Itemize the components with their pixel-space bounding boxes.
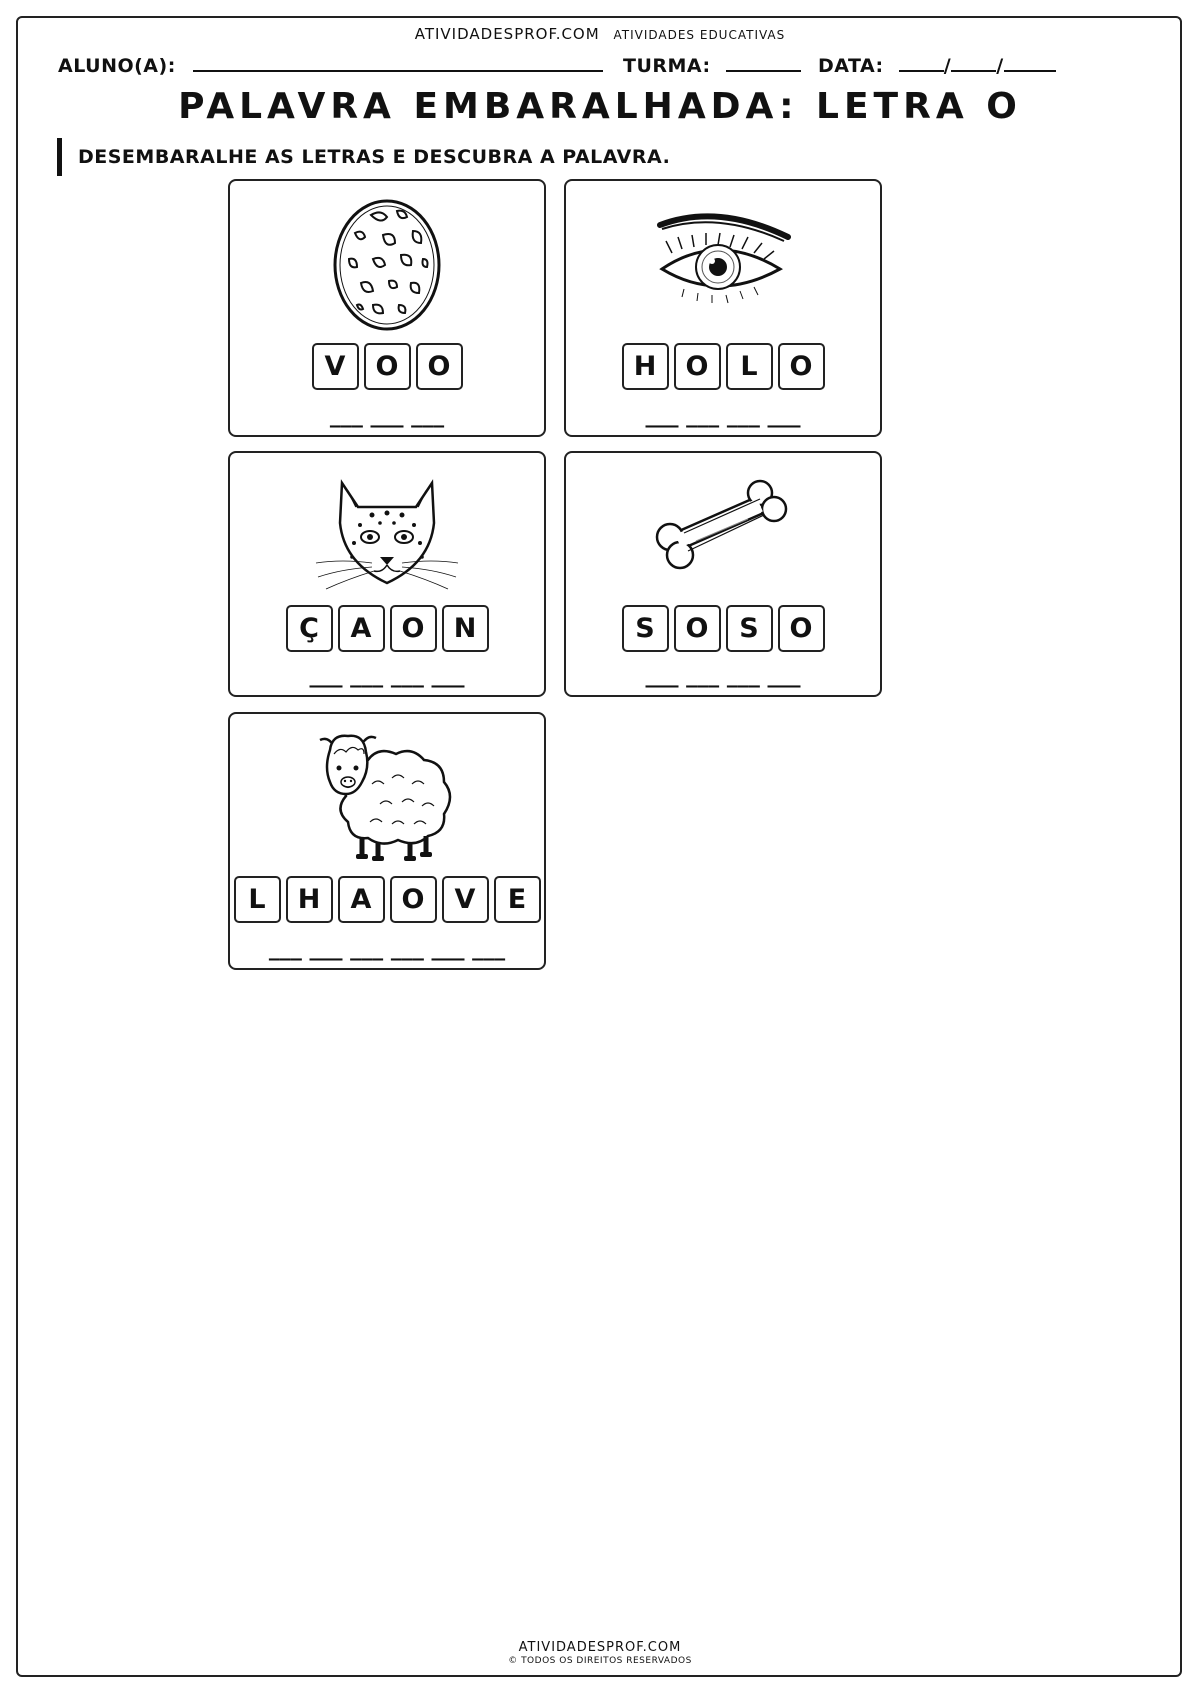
letter-tile: S <box>622 605 669 652</box>
site-tagline: ATIVIDADES EDUCATIVAS <box>613 28 786 42</box>
letter-tile: L <box>726 343 773 390</box>
letter-tiles <box>230 605 544 652</box>
letter-tiles <box>230 343 544 390</box>
footer-site: ATIVIDADESPROF.COM <box>518 1640 682 1655</box>
sheep-icon <box>312 724 462 869</box>
answer-blanks[interactable]: ___ ___ ___ ___ <box>645 403 801 428</box>
puzzle-card <box>564 179 882 437</box>
letter-tile: O <box>364 343 411 390</box>
date-field[interactable] <box>818 52 1056 77</box>
letter-tile: A <box>338 876 385 923</box>
student-info-row <box>58 52 1148 82</box>
letter-tile: O <box>778 605 825 652</box>
student-label: ALUNO(A): <box>58 55 176 77</box>
date-label: DATA: <box>818 55 884 77</box>
puzzle-card <box>228 179 546 437</box>
date-day-line[interactable] <box>899 52 944 72</box>
letter-tile: A <box>338 605 385 652</box>
letter-tile: O <box>674 343 721 390</box>
puzzle-card <box>228 712 546 970</box>
letter-tile: O <box>390 605 437 652</box>
instruction-marker <box>57 138 62 176</box>
answer-blanks[interactable]: ___ ___ ___ ___ ___ ___ <box>268 936 506 961</box>
footer-copyright: © TODOS OS DIREITOS RESERVADOS <box>508 1656 692 1666</box>
student-name-line[interactable] <box>193 52 603 72</box>
class-line[interactable] <box>726 52 801 72</box>
class-field[interactable] <box>623 52 801 77</box>
letter-tiles <box>566 605 880 652</box>
class-label: TURMA: <box>623 55 711 77</box>
letter-tile: H <box>622 343 669 390</box>
letter-tile: H <box>286 876 333 923</box>
bone-icon <box>648 479 798 579</box>
date-year-line[interactable] <box>1004 52 1056 72</box>
letter-tiles <box>566 343 880 390</box>
letter-tile: Ç <box>286 605 333 652</box>
letter-tiles <box>230 876 544 923</box>
letter-tile: S <box>726 605 773 652</box>
page-title: PALAVRA EMBARALHADA: LETRA O <box>178 86 1022 127</box>
puzzle-card <box>228 451 546 697</box>
answer-blanks[interactable]: ___ ___ ___ ___ <box>645 663 801 688</box>
puzzle-card <box>564 451 882 697</box>
site-name: ATIVIDADESPROF.COM <box>414 25 600 43</box>
letter-tile: O <box>416 343 463 390</box>
ocelot-icon <box>312 463 462 593</box>
letter-tile: V <box>312 343 359 390</box>
answer-blanks[interactable]: ___ ___ ___ <box>329 403 445 428</box>
letter-tile: E <box>494 876 541 923</box>
answer-blanks[interactable]: ___ ___ ___ ___ <box>309 663 465 688</box>
letter-tile: L <box>234 876 281 923</box>
date-separator: / <box>943 55 952 77</box>
letter-tile: O <box>390 876 437 923</box>
letter-tile: N <box>442 605 489 652</box>
date-separator: / <box>996 55 1004 77</box>
letter-tile: V <box>442 876 489 923</box>
student-field[interactable] <box>58 52 603 77</box>
eye-icon <box>648 207 798 317</box>
egg-icon <box>327 193 447 333</box>
site-brand <box>0 25 1200 43</box>
letter-tile: O <box>778 343 825 390</box>
date-month-line[interactable] <box>951 52 996 72</box>
instruction-text: DESEMBARALHE AS LETRAS E DESCUBRA A PALAVRA. <box>78 146 671 168</box>
letter-tile: O <box>674 605 721 652</box>
